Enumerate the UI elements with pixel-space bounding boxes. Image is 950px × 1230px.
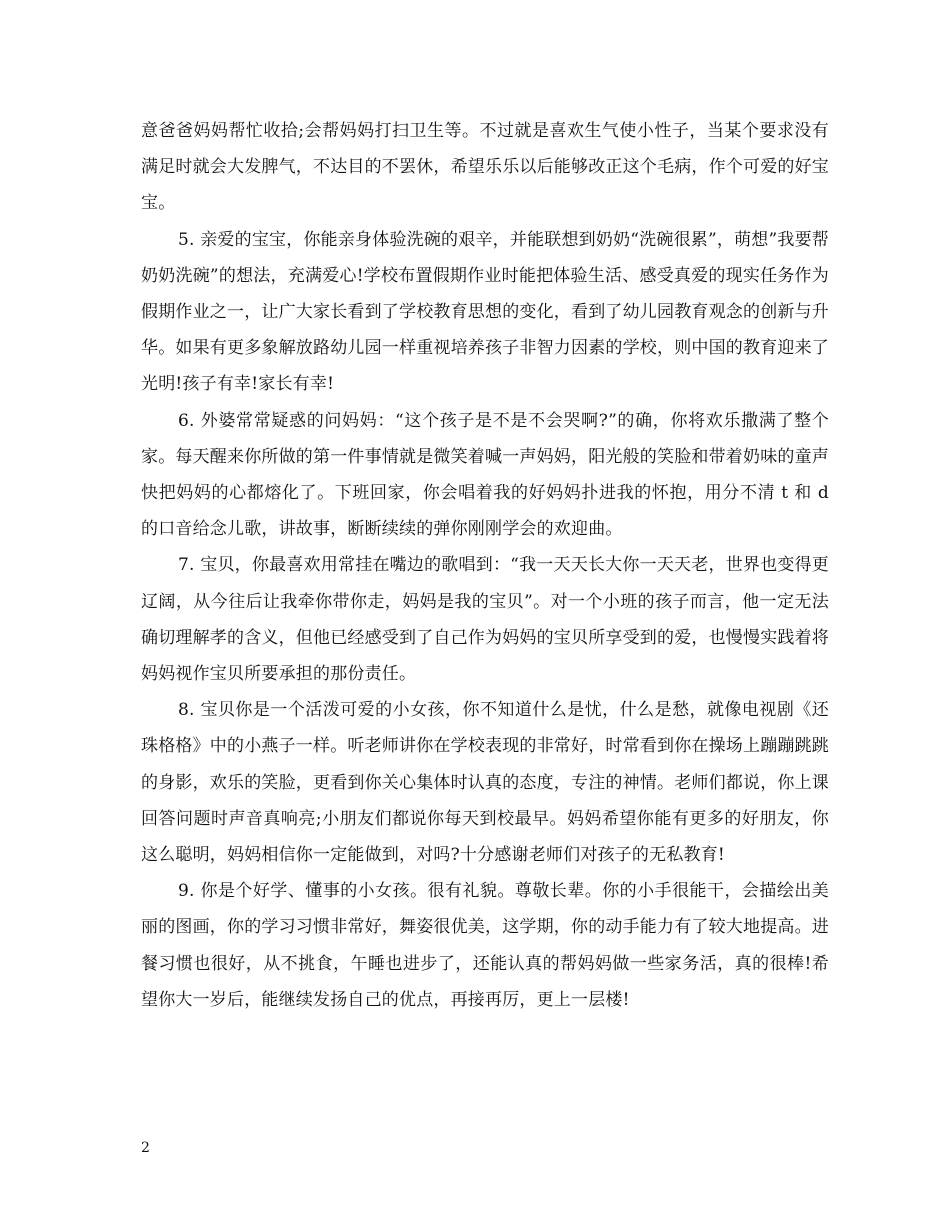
page-number: 2: [141, 1140, 150, 1156]
paragraph-item-5: 5. 亲爱的宝宝，你能亲身体验洗碗的艰辛，并能联想到奶奶“洗碗很累”，萌想”我要帮奶奶洗碗”的想法，充满爱心!学校布置假期作业时能把体验生活、感受真爱的现实任务作为假期作业之一，让广大家长看到了学校教育思想的变化，看到了幼儿园教育观念的创新与升华。如果有更多象解放路幼儿园一样重视培养孩子非智力因素的学校，则中国的教育迎来了光明!孩子有幸!家长有幸!: [141, 229, 829, 395]
paragraph-item-7: 7. 宝贝，你最喜欢用常挂在嘴边的歌唱到：“我一天天长大你一天天老，世界也变得更辽阔，从今往后让我牵你带你走，妈妈是我的宝贝”。对一个小班的孩子而言，他一定无法确切理解孝的含义，但他已经感受到了自己作为妈妈的宝贝所享受到的爱，也慢慢实践着将妈妈视作宝贝所要承担的那份责任。: [141, 555, 829, 685]
paragraph-continuation: 意爸爸妈妈帮忙收拾;会帮妈妈打扫卫生等。不过就是喜欢生气使小性子，当某个要求没有满足时就会大发脾气，不达目的不罢休，希望乐乐以后能够改正这个毛病，作个可爱的好宝宝。: [141, 121, 829, 214]
paragraph-item-6: 6. 外婆常常疑惑的问妈妈：“这个孩子是不是不会哭啊?”的确，你将欢乐撒满了整个家。每天醒来你所做的第一件事情就是微笑着喊一声妈妈，阳光般的笑脸和带着奶味的童声快把妈妈的心都熔化了。下班回家，你会唱着我的好妈妈扑进我的怀抱，用分不清 t 和 d 的口音给念儿歌，讲故事，断断续续的弹你刚刚学会的欢迎曲。: [141, 410, 829, 540]
paragraph-item-8: 8. 宝贝你是一个活泼可爱的小女孩，你不知道什么是忧，什么是愁，就像电视剧《还珠格格》中的小燕子一样。听老师讲你在学校表现的非常好，时常看到你在操场上蹦蹦跳跳的身影，欢乐的笑脸，更看到你关心集体时认真的态度，专注的神情。老师们都说，你上课回答问题时声音真响亮;小朋友们都说你每天到校最早。妈妈希望你能有更多的好朋友，你这么聪明，妈妈相信你一定能做到，对吗?十分感谢老师们对孩子的无私教育!: [141, 700, 829, 866]
document-body: [141, 113, 829, 1018]
paragraph-item-9: 9. 你是个好学、懂事的小女孩。很有礼貌。尊敬长辈。你的小手很能干，会描绘出美丽的图画，你的学习习惯非常好，舞姿很优美，这学期，你的动手能力有了较大地提高。进餐习惯也很好，从不挑食，午睡也进步了，还能认真的帮妈妈做一些家务活，真的很棒!希望你大一岁后，能继续发扬自己的优点，再接再厉，更上一层楼!: [141, 881, 829, 1010]
